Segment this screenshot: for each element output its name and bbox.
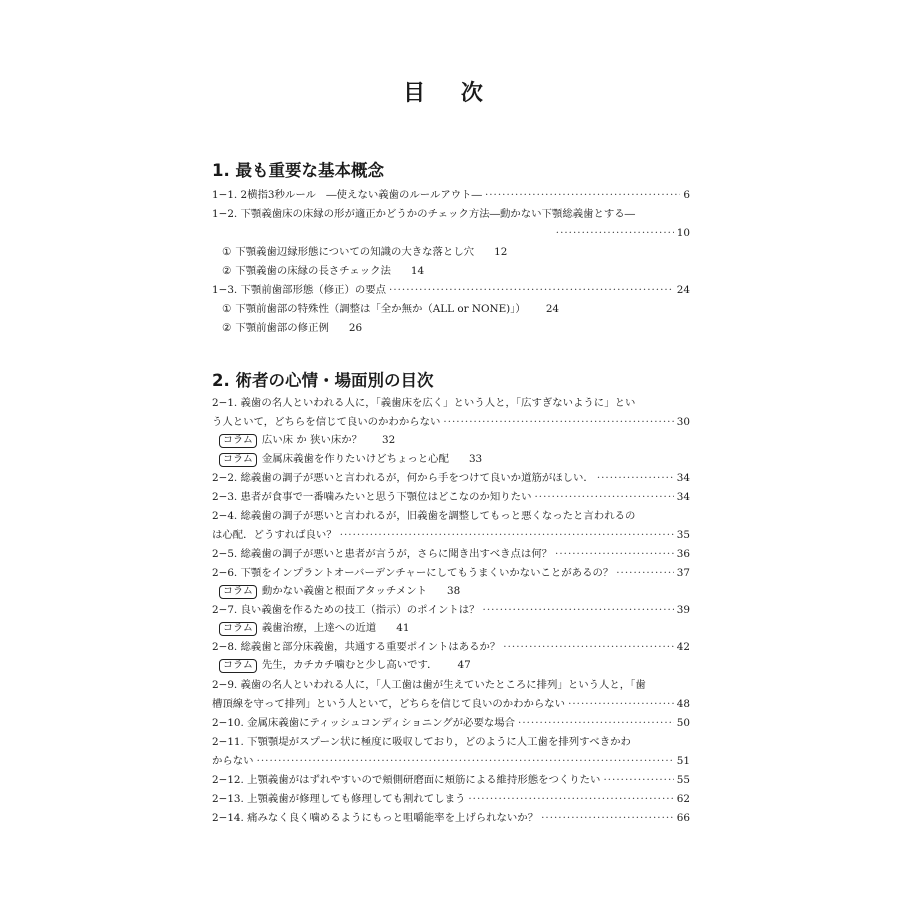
entry-text: 2−2. 総義歯の調子が悪いと言われるが，何から手をつけて良いか道筋がほしい．: [212, 472, 594, 484]
toc-entry-2-7: [212, 604, 690, 617]
toc-entry-1-1: [212, 189, 690, 202]
column-text: 先生，カチカチ噛むと少し高いです．: [261, 659, 438, 671]
column-text: 広い床 か 狭い床か？: [261, 434, 363, 446]
entry-page: 42: [676, 641, 690, 653]
toc-entry-2-1-line2: [212, 416, 690, 429]
toc-entry-2-13: [212, 793, 690, 806]
entry-text: 2−7. 良い義歯を作るための技工（指示）のポイントは？: [212, 604, 480, 616]
toc-entry-2-9-line1: 2−9. 義歯の名人といわれる人に，「人工歯は歯が生えていたところに排列」という人と，「歯: [212, 679, 646, 691]
column-page: 33: [468, 453, 483, 465]
column-entry-2: [219, 453, 482, 467]
toc-entry-2-6: [212, 567, 690, 580]
entry-page: 37: [676, 567, 690, 579]
entry-page: 50: [676, 717, 690, 729]
dot-leader: [340, 529, 674, 542]
sub-number: ①: [222, 246, 232, 258]
column-entry-1: [219, 434, 395, 448]
entry-text: 2−12. 上顎義歯がはずれやすいので頬側研磨面に頬筋による維持形態をつくりたい: [212, 774, 601, 786]
entry-page: 36: [676, 548, 690, 560]
dot-leader: [555, 548, 674, 561]
column-entry-5: [219, 659, 471, 673]
toc-entry-2-4-line1: 2−4. 総義歯の調子が悪いと言われるが，旧義歯を調整してもっと悪くなったと言われるの: [212, 510, 636, 522]
column-page: 47: [457, 659, 471, 671]
sub-number: ①: [222, 303, 232, 315]
toc-entry-2-9-line2: [212, 698, 690, 711]
dot-leader: [518, 717, 674, 730]
column-badge: コラム: [219, 622, 257, 636]
sub-page: 14: [410, 265, 425, 277]
toc-subentry-1-3-1: [222, 303, 559, 316]
column-text: 動かない義歯と根面アタッチメント: [261, 585, 428, 597]
entry-page: 35: [676, 529, 690, 541]
dot-leader: [443, 416, 673, 429]
toc-entry-2-8: [212, 641, 690, 654]
sub-page: 24: [545, 303, 560, 315]
dot-leader: [503, 641, 673, 654]
column-text: 義歯治療，上達への近道: [261, 622, 377, 634]
toc-entry-2-11-line2: [212, 755, 690, 768]
dot-leader: [534, 491, 673, 504]
toc-entry-2-5: [212, 548, 690, 561]
entry-text: 2−5. 総義歯の調子が悪いと患者が言うが，さらに聞き出すべき点は何？: [212, 548, 553, 560]
entry-page: 6: [683, 189, 690, 201]
toc-entry-2-1-line1: 2−1. 義歯の名人といわれる人に，「義歯床を広く」という人と，「広すぎないように」とい: [212, 397, 636, 409]
dot-leader: [603, 774, 673, 787]
entry-page: 55: [676, 774, 690, 786]
column-text: 金属床義歯を作りたいけどちょっと心配: [261, 453, 449, 465]
entry-page: 10: [676, 227, 690, 239]
column-page: 32: [382, 434, 396, 446]
entry-text: 1−1. 2横指3秒ルール ―使えない義歯のルールアウト―: [212, 189, 482, 201]
dot-leader: [485, 189, 680, 202]
toc-subentry-1-2-1: [222, 246, 507, 259]
entry-page: 39: [676, 604, 690, 616]
toc-entry-2-14: [212, 812, 690, 825]
entry-page: 30: [676, 416, 690, 428]
sub-page: 12: [494, 246, 508, 258]
sub-number: ②: [222, 322, 232, 334]
dot-leader: [541, 812, 674, 825]
column-badge: コラム: [219, 659, 257, 673]
dot-leader: [483, 604, 674, 617]
toc-subentry-1-3-2: [222, 322, 362, 335]
entry-text: は心配．どうすれば良い？: [212, 529, 337, 541]
entry-page: 34: [676, 472, 690, 484]
entry-text: 1−3. 下顎前歯部形態（修正）の要点: [212, 284, 387, 296]
entry-text: う人といて，どちらを信じて良いのかわからない: [212, 416, 441, 428]
sub-text: 下顎義歯の床縁の長さチェック法: [235, 265, 391, 277]
dot-leader: [389, 284, 674, 297]
entry-text: 2−14. 痛みなく良く噛めるようにもっと咀嚼能率を上げられないか？: [212, 812, 539, 824]
dot-leader: [468, 793, 673, 806]
dot-leader: [597, 472, 674, 485]
column-entry-3: [219, 585, 460, 599]
section-heading-1: 1. 最も重要な基本概念: [212, 161, 384, 180]
toc-entry-2-3: [212, 491, 690, 504]
toc-entry-2-2: [212, 472, 690, 485]
column-entry-4: [219, 622, 409, 636]
entry-text: 2−6. 下顎をインプラントオーバーデンチャーにしてもうまくいかないことがあるの？: [212, 567, 614, 579]
entry-page: 62: [676, 793, 690, 805]
entry-text: 槽頂線を守って排列」という人といて，どちらを信じて良いのかわからない: [212, 698, 566, 710]
toc-subentry-1-2-2: [222, 265, 424, 278]
entry-text: 2−13. 上顎義歯が修理しても修理しても割れてしまう: [212, 793, 466, 805]
column-badge: コラム: [219, 434, 257, 448]
column-page: 38: [447, 585, 461, 597]
sub-text: 下顎前歯部の特殊性（調整は「全か無か（ALL or NONE)」）: [235, 303, 526, 315]
entry-page: 34: [676, 491, 690, 503]
entry-page: 66: [676, 812, 690, 824]
toc-entry-2-11-line1: 2−11. 下顎顎堤がスプーン状に極度に吸収しており，どのように人工歯を排列すべきかわ: [212, 736, 631, 748]
toc-entry-2-4-line2: [212, 529, 690, 542]
entry-text: 2−8. 総義歯と部分床義歯，共通する重要ポイントはあるか？: [212, 641, 501, 653]
entry-text: からない: [212, 755, 254, 767]
column-badge: コラム: [219, 585, 257, 599]
sub-text: 下顎前歯部の修正例: [235, 322, 329, 334]
sub-number: ②: [222, 265, 232, 277]
toc-entry-2-12: [212, 774, 690, 787]
toc-entry-1-2-page-line: [212, 227, 690, 240]
sub-page: 26: [348, 322, 363, 334]
entry-page: 51: [676, 755, 690, 767]
column-page: 41: [396, 622, 410, 634]
toc-entry-2-10: [212, 717, 690, 730]
section-heading-2: 2. 術者の心情・場面別の目次: [212, 371, 434, 390]
toc-entry-1-2: 1−2. 下顎義歯床の床縁の形が適正かどうかのチェック方法―動かない下顎総義歯とする―: [212, 208, 636, 220]
dot-leader: [568, 698, 674, 711]
entry-page: 48: [676, 698, 690, 710]
entry-text: 2−3. 患者が食事で一番噛みたいと思う下顎位はどこなのか知りたい: [212, 491, 532, 503]
column-badge: コラム: [219, 453, 257, 467]
dot-leader: [257, 755, 674, 768]
page-title: 目 次: [403, 81, 497, 106]
dot-leader: [616, 567, 674, 580]
entry-text: 2−10. 金属床義歯にティッシュコンディショニングが必要な場合: [212, 717, 516, 729]
entry-page: 24: [676, 284, 690, 296]
sub-text: 下顎義歯辺縁形態についての知識の大きな落とし穴: [235, 246, 475, 258]
dot-leader: [556, 227, 674, 240]
toc-entry-1-3: [212, 284, 690, 297]
